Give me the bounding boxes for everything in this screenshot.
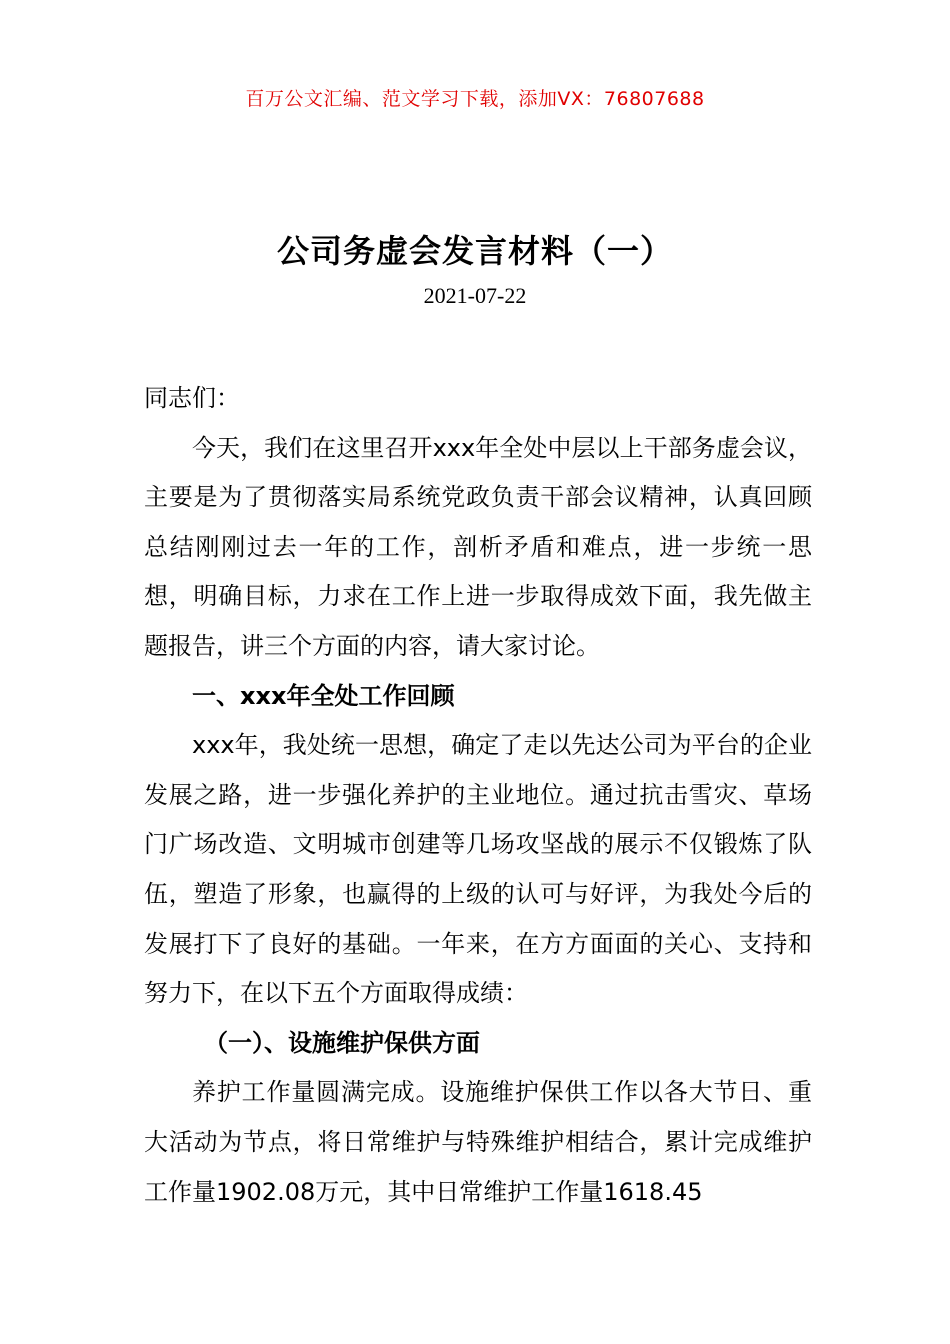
intro-paragraph: 今天，我们在这里召开xxx年全处中层以上干部务虚会议，主要是为了贯彻落实局系统党政负责干部会议精神，认真回顾总结刚刚过去一年的工作，剖析矛盾和难点，进一步统一思想，明确目标，力求在工作上进一步取得成效下面，我先做主题报告，讲三个方面的内容，请大家讨论。 — [144, 433, 812, 660]
section-paragraph: xxx年，我处统一思想，确定了走以先达公司为平台的企业发展之路，进一步强化养护的主业地位。通过抗击雪灾、草场门广场改造、文明城市创建等几场攻坚战的展示不仅锻炼了队伍，塑造了形象，也赢得的上级的认可与好评，为我处今后的发展打下了良好的基础。一年来，在方方面面的关心、支持和努力下，在以下五个方面取得成绩： — [144, 731, 812, 1008]
document-title: 公司务虚会发言材料（一） — [276, 232, 673, 270]
section-heading: 一、xxx年全处工作回顾 — [192, 681, 455, 710]
salutation: 同志们： — [144, 384, 240, 412]
subsection-heading: （一）、设施维护保供方面 — [204, 1028, 480, 1057]
document-body — [144, 374, 812, 1217]
header-note: 百万公文汇编、范文学习下载，添加VX：76807688 — [245, 88, 705, 110]
subsection-paragraph: 养护工作量圆满完成。设施维护保供工作以各大节日、重大活动为节点，将日常维护与特殊维护相结合，累计完成维护工作量1902.08万元，其中日常维护工作量1618.45 — [144, 1078, 812, 1206]
document-date: 2021-07-22 — [423, 283, 527, 308]
